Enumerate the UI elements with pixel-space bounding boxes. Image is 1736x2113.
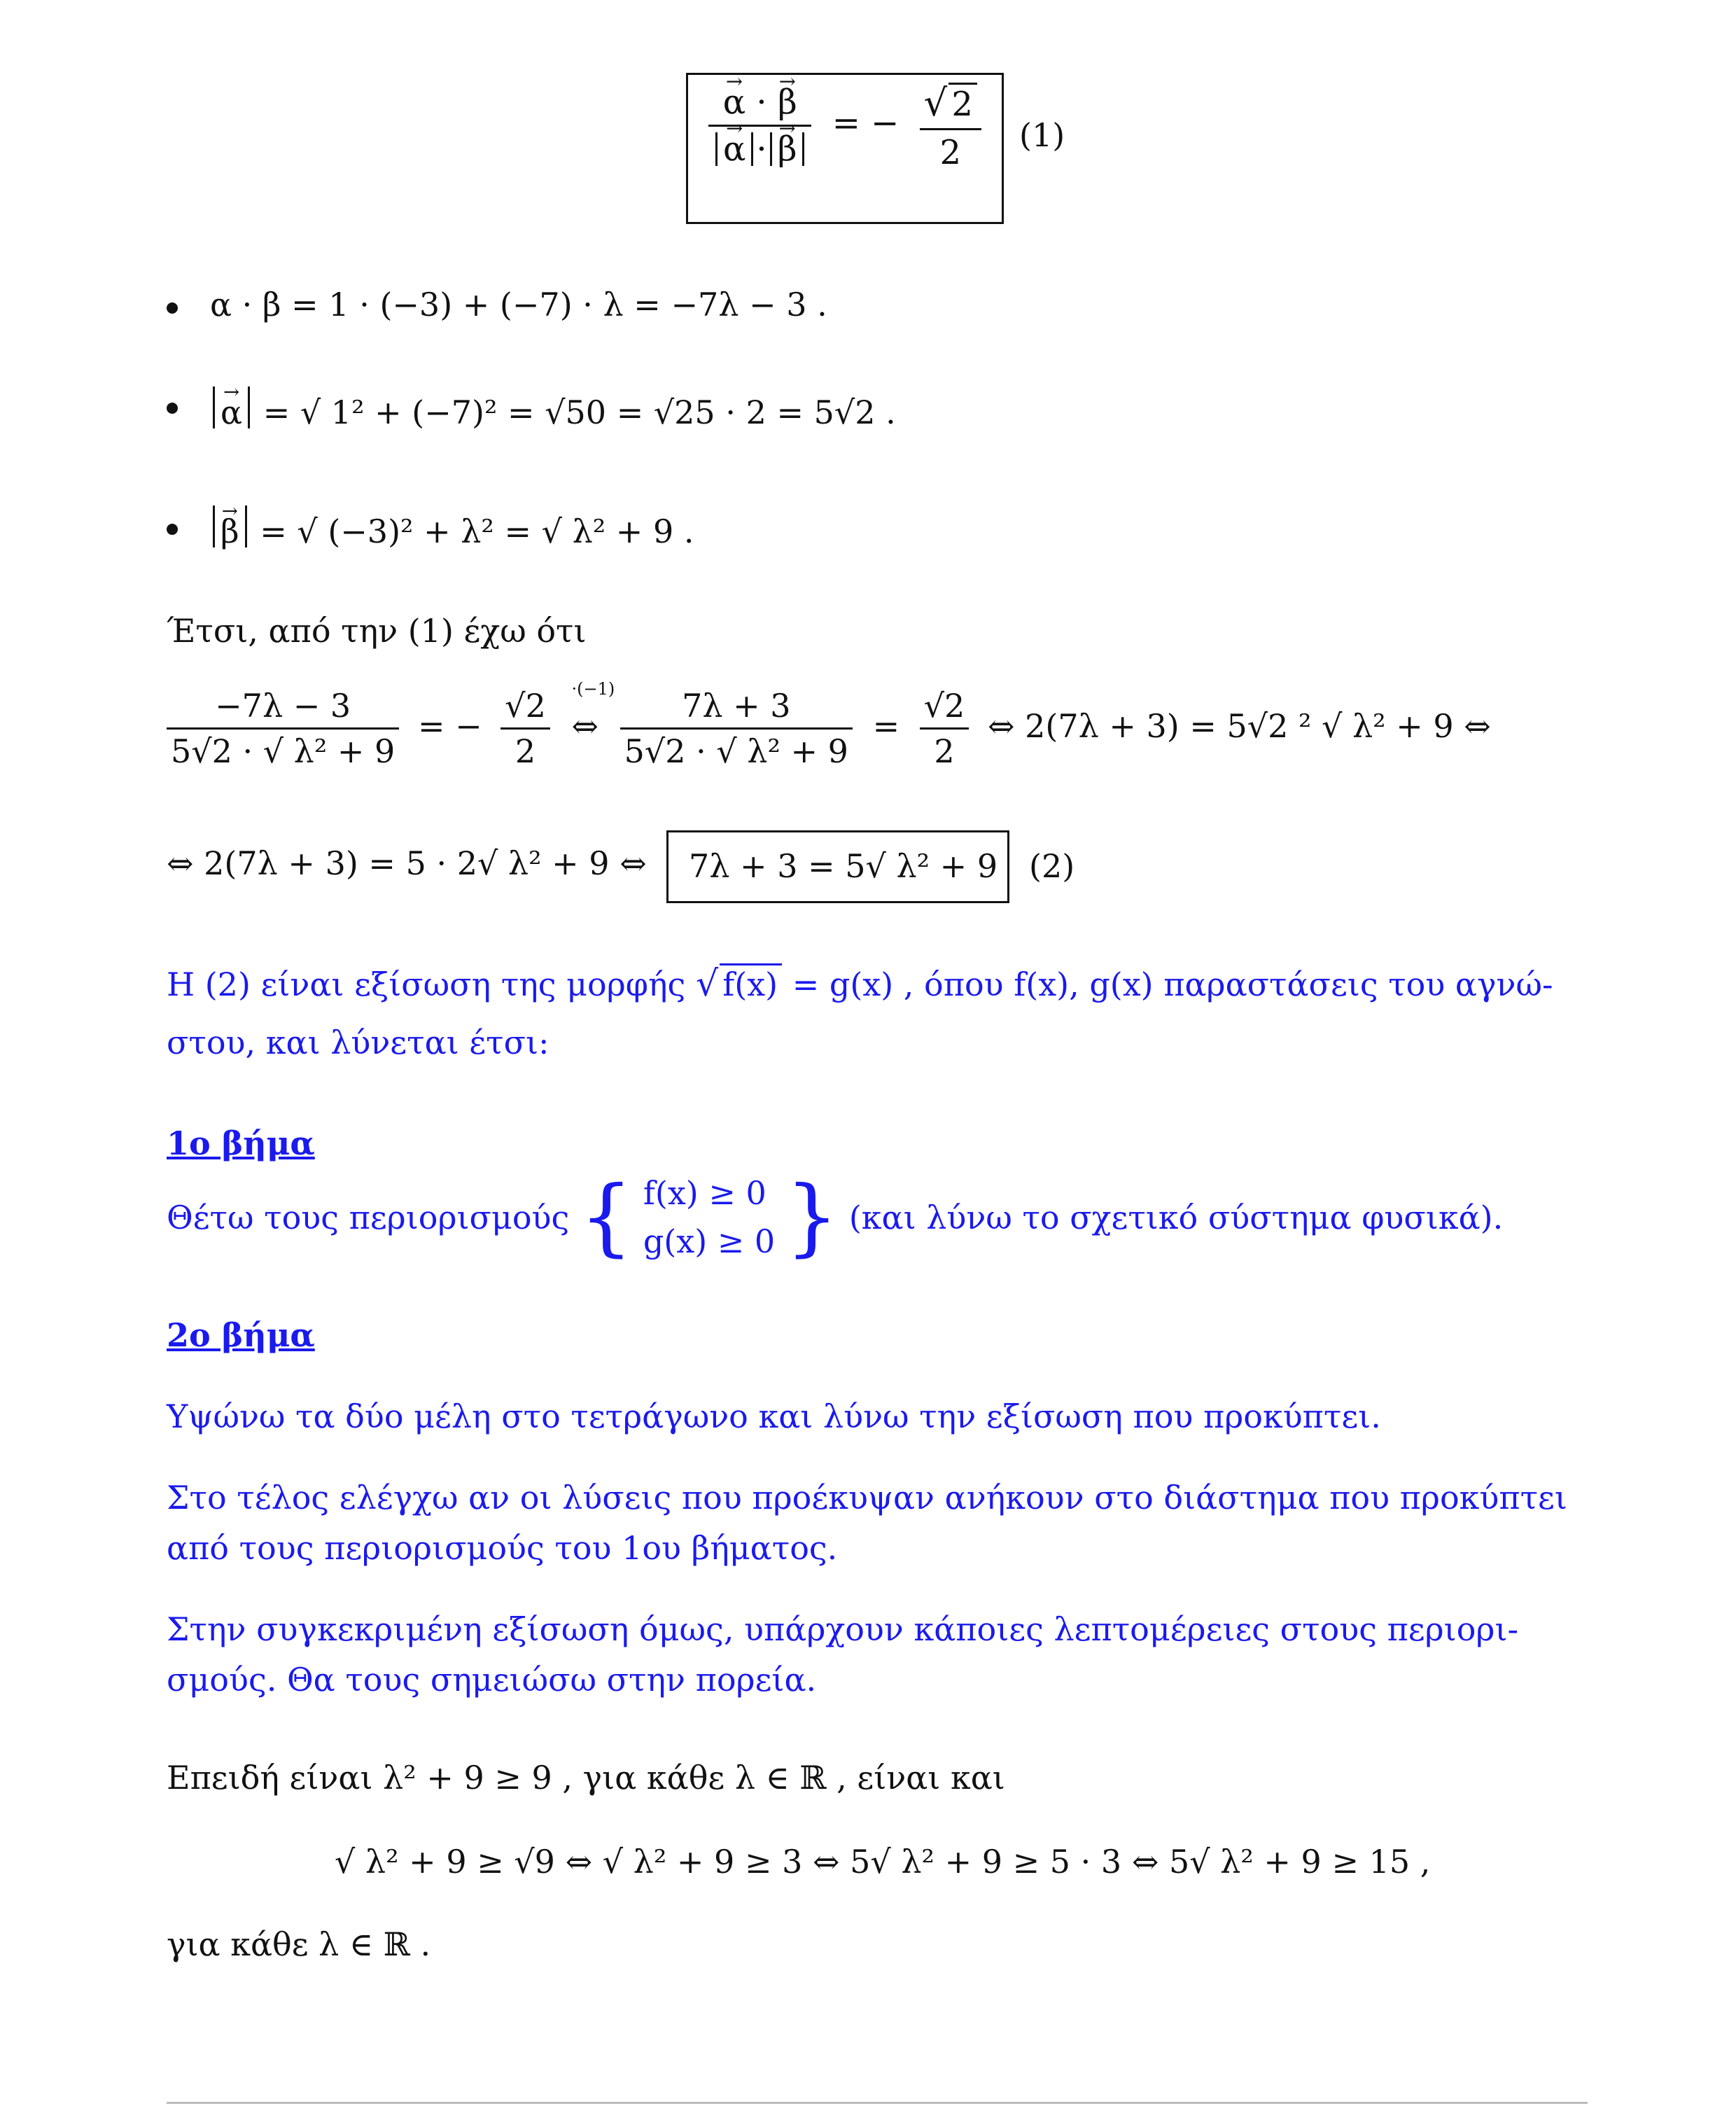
equation-1-label: (1) xyxy=(1019,116,1065,154)
bullet-dot xyxy=(167,403,178,414)
bullet-dot xyxy=(167,302,178,314)
text-blue-form: Η (2) είναι εξίσωση της μορφής √ f(x) = g(x) , όπου f(x), g(x) παραστάσεις του αγνώ- xyxy=(167,963,1553,1004)
text-step-1: Θέτω τους περιορισμούς { f(x) ≥ 0 g(x) ≥ 0 } (και λύνω το σχετικό σύστημα φυσικά). xyxy=(167,1169,1504,1266)
bullet-norm-alpha: → α = √ 1² + (−7)² = √50 = √25 · 2 = 5√2 . xyxy=(210,386,896,428)
text-epeidi: Επειδή είναι λ² + 9 ≥ 9 , για κάθε λ ∈ ℝ , είναι και xyxy=(167,1759,1005,1797)
equation-1 xyxy=(708,82,981,172)
bullet-dot xyxy=(167,524,178,535)
equation-1-rhs-fraction: $\frac{√ 2}{2}$ xyxy=(920,83,981,169)
text-check-b: από τους περιορισμούς του 1ου βήματος. xyxy=(167,1529,838,1567)
text-step-2: Υψώνω τα δύο μέλη στο τετράγωνο και λύνω την εξίσωση που προκύπτει. xyxy=(167,1397,1381,1435)
heading-step-2: 2ο βήμα xyxy=(167,1316,315,1354)
equation-2: 7λ + 3 = 5√ λ² + 9 xyxy=(689,847,998,885)
equation-1-sign: = − xyxy=(832,104,899,144)
equation-2-label: (2) xyxy=(1029,847,1075,885)
text-etsi: Έτσι, από την (1) έχω ότι xyxy=(167,612,587,650)
text-blue-form-cont: στου, και λύνεται έτσι: xyxy=(167,1024,550,1061)
vector-beta: → β xyxy=(778,85,797,119)
vector-alpha: → α xyxy=(723,85,746,119)
equation-chain-2: ⇔ 2(7λ + 3) = 5 · 2√ λ² + 9 ⇔ xyxy=(167,844,647,882)
text-detail-b: σμούς. Θα τους σημειώσω στην πορεία. xyxy=(167,1661,817,1699)
text-detail-a: Στην συγκεκριμένη εξίσωση όμως, υπάρχουν κάποιες λεπτομέρειες στους περιορι- xyxy=(167,1610,1519,1648)
equation-1-lhs-fraction: → α · → β → α ·→ β xyxy=(708,85,811,166)
text-gia-kathe: για κάθε λ ∈ ℝ . xyxy=(167,1925,431,1963)
heading-step-1: 1ο βήμα xyxy=(167,1124,315,1162)
bullet-norm-beta: → β = √ (−3)² + λ² = √ λ² + 9 . xyxy=(210,505,694,548)
footer-divider xyxy=(167,2102,1588,2104)
text-check-a: Στο τέλος ελέγχω αν οι λύσεις που προέκυψαν ανήκουν στο διάστημα που προκύπτει xyxy=(167,1479,1567,1516)
inequality-chain: √ λ² + 9 ≥ √9 ⇔ √ λ² + 9 ≥ 3 ⇔ 5√ λ² + 9 ≥ 5 · 3 ⇔ 5√ λ² + 9 ≥ 15 , xyxy=(335,1843,1431,1881)
equation-chain-1: $\frac{-7\lambda - 3}{\text{5√2 · √ λ² + 9}}$ = − $\frac{√2}{2}$ ·(−1) ⇔ $\frac{7\lambda + 3}{\text{5√2 · √ λ² + 9}}$ = $\frac{√2}{2}$ ⇔ 2(7λ + 3) = 5√2 ² √ λ² + 9 ⇔ xyxy=(167,690,1491,767)
bullet-dot-product: α · β = 1 · (−3) + (−7) · λ = −7λ − 3 . xyxy=(210,286,827,323)
